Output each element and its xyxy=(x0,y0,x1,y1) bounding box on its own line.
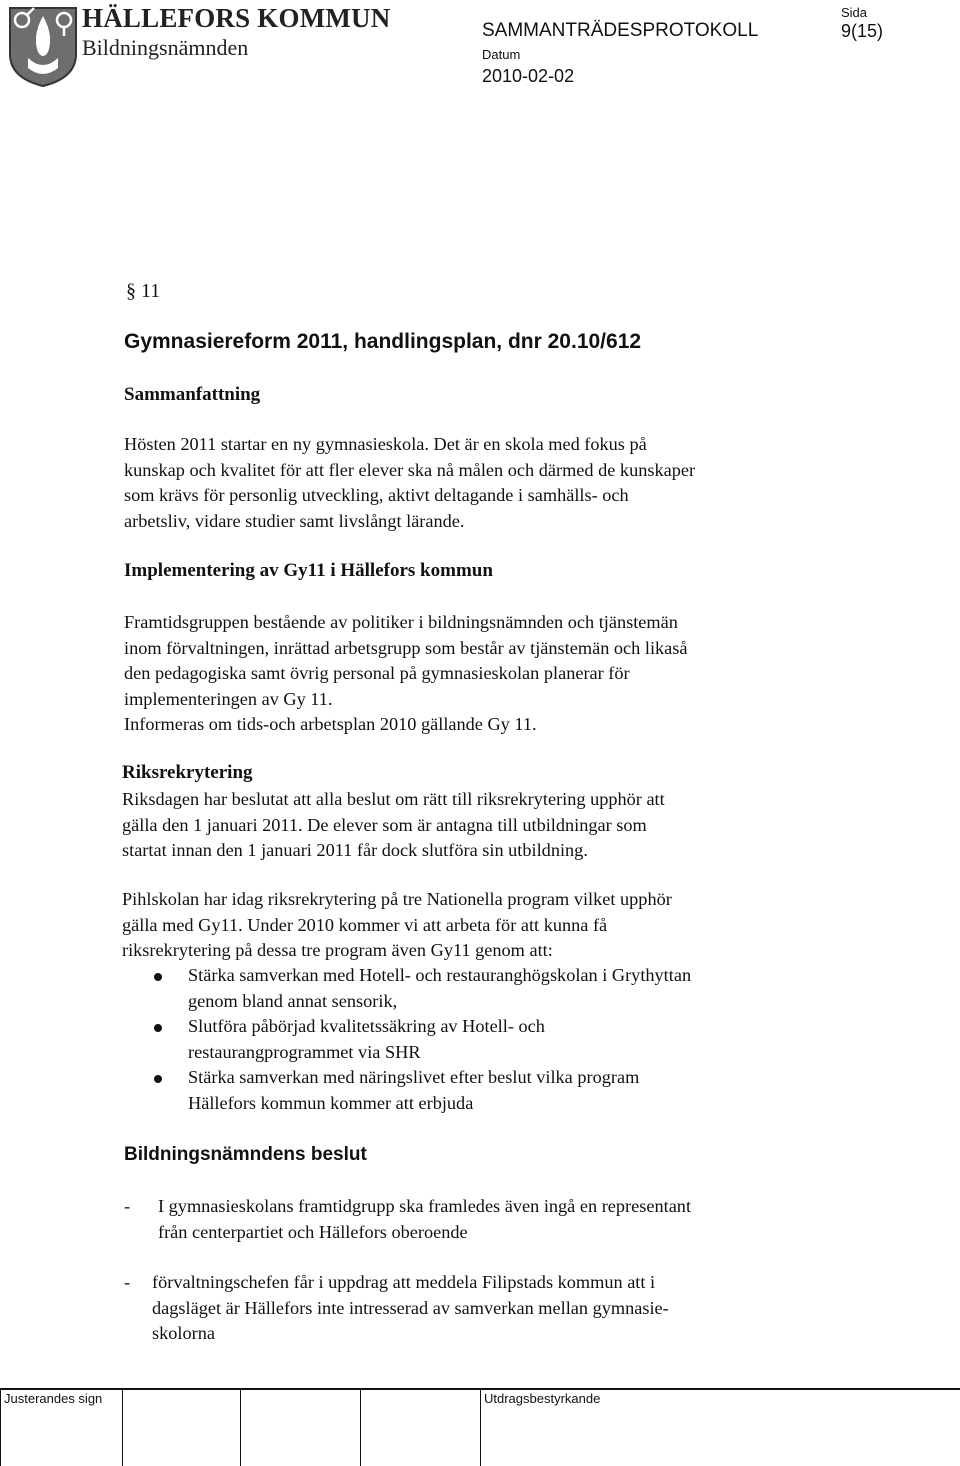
decision-line: skolorna xyxy=(152,1323,215,1344)
summary-text xyxy=(124,432,695,534)
implementation-heading: Implementering av Gy11 i Hällefors kommun xyxy=(124,560,493,581)
pihlskolan-line: riksrekrytering på dessa tre program även Gy11 genom att: xyxy=(122,940,553,961)
justerandes-sign-label: Justerandes sign xyxy=(4,1391,103,1406)
bullet-icon xyxy=(154,1075,162,1083)
riksrekrytering-line: startat innan den 1 januari 2011 får dock slutföra sin utbildning. xyxy=(122,840,588,861)
implementation-line: implementeringen av Gy 11. xyxy=(124,688,333,709)
pihlskolan-line: gälla med Gy11. Under 2010 kommer vi att arbeta för att kunna få xyxy=(122,914,608,935)
footer-cell-border xyxy=(0,1388,1,1466)
footer-cell-border xyxy=(360,1388,361,1466)
page-number: 9(15) xyxy=(841,21,884,41)
document-type: SAMMANTRÄDESPROTOKOLL xyxy=(482,20,759,41)
utdragsbestyrkande-label: Utdragsbestyrkande xyxy=(484,1391,601,1406)
org-name: HÄLLEFORS KOMMUN xyxy=(82,3,391,33)
footer-cell-border xyxy=(122,1388,123,1466)
bullet-item: Stärka samverkan med Hotell- och restauranghögskolan i Grythyttan genom bland annat sensorik, xyxy=(124,963,691,1014)
implementation-line: Informeras om tids-och arbetsplan 2010 gällande Gy 11. xyxy=(124,714,537,735)
org-unit: Bildningsnämnden xyxy=(82,35,249,60)
summary-heading: Sammanfattning xyxy=(124,384,261,405)
footer-cell-border xyxy=(480,1388,481,1466)
summary-line: Hösten 2011 startar en ny gymnasieskola. Det är en skola med fokus på xyxy=(124,434,647,454)
decision-heading: Bildningsnämndens beslut xyxy=(124,1144,367,1165)
decision-line: förvaltningschefen får i uppdrag att meddela Filipstads kommun att i xyxy=(152,1272,656,1292)
municipal-coat-of-arms-icon xyxy=(8,6,78,88)
bullet-icon xyxy=(154,973,162,981)
implementation-line: den pedagogiska samt övrig personal på gymnasieskolan planerar för xyxy=(124,663,630,684)
action-bullet-list xyxy=(124,963,691,1117)
implementation-line: Framtidsgruppen bestående av politiker i bildningsnämnden och tjänstemän xyxy=(124,612,678,632)
riksrekrytering-heading: Riksrekrytering xyxy=(122,762,253,783)
riksrekrytering-line: gälla den 1 januari 2011. De elever som är antagna till utbildningar som xyxy=(122,814,647,835)
summary-line: som krävs för personlig utveckling, aktivt deltagande i samhälls- och xyxy=(124,485,629,506)
bullet-item: Slutföra påbörjad kvalitetssäkring av Hotell- och restaurangprogrammet via SHR xyxy=(124,1014,691,1065)
decision-line: I gymnasieskolans framtidgrupp ska framledes även ingå en representant xyxy=(158,1196,692,1216)
decision-line: från centerpartiet och Hällefors oberoende xyxy=(158,1221,468,1242)
decision-line: dagsläget är Hällefors inte intresserad av samverkan mellan gymnasie- xyxy=(152,1297,669,1318)
signature-footer xyxy=(0,1388,960,1466)
pihlskolan-line: Pihlskolan har idag riksrekrytering på tre Nationella program vilket upphör xyxy=(122,889,672,909)
implementation-text xyxy=(124,610,688,738)
summary-line: arbetsliv, vidare studier samt livslångt lärande. xyxy=(124,510,465,531)
date-label: Datum xyxy=(482,47,521,62)
section-title: Gymnasiereform 2011, handlingsplan, dnr 20.10/612 xyxy=(124,330,642,353)
footer-cell-border xyxy=(240,1388,241,1466)
decision-dash: - xyxy=(124,1196,131,1216)
date-value: 2010-02-02 xyxy=(482,66,575,86)
riksrekrytering-text xyxy=(122,787,665,864)
bullet-icon xyxy=(154,1024,162,1032)
paragraph-number: § 11 xyxy=(126,280,161,302)
pihlskolan-text xyxy=(122,887,672,964)
riksrekrytering-line: Riksdagen har beslutat att alla beslut om rätt till riksrekrytering upphör att xyxy=(122,789,665,809)
implementation-line: inom förvaltningen, inrättad arbetsgrupp som består av tjänstemän och likaså xyxy=(124,637,688,658)
bullet-item: Stärka samverkan med näringslivet efter beslut vilka program Hällefors kommun kommer att erbjuda xyxy=(124,1065,691,1116)
page-label: Sida xyxy=(841,5,868,20)
decision-dash: - xyxy=(124,1272,131,1292)
summary-line: kunskap och kvalitet för att fler elever ska nå målen och därmed de kunskaper xyxy=(124,459,696,480)
